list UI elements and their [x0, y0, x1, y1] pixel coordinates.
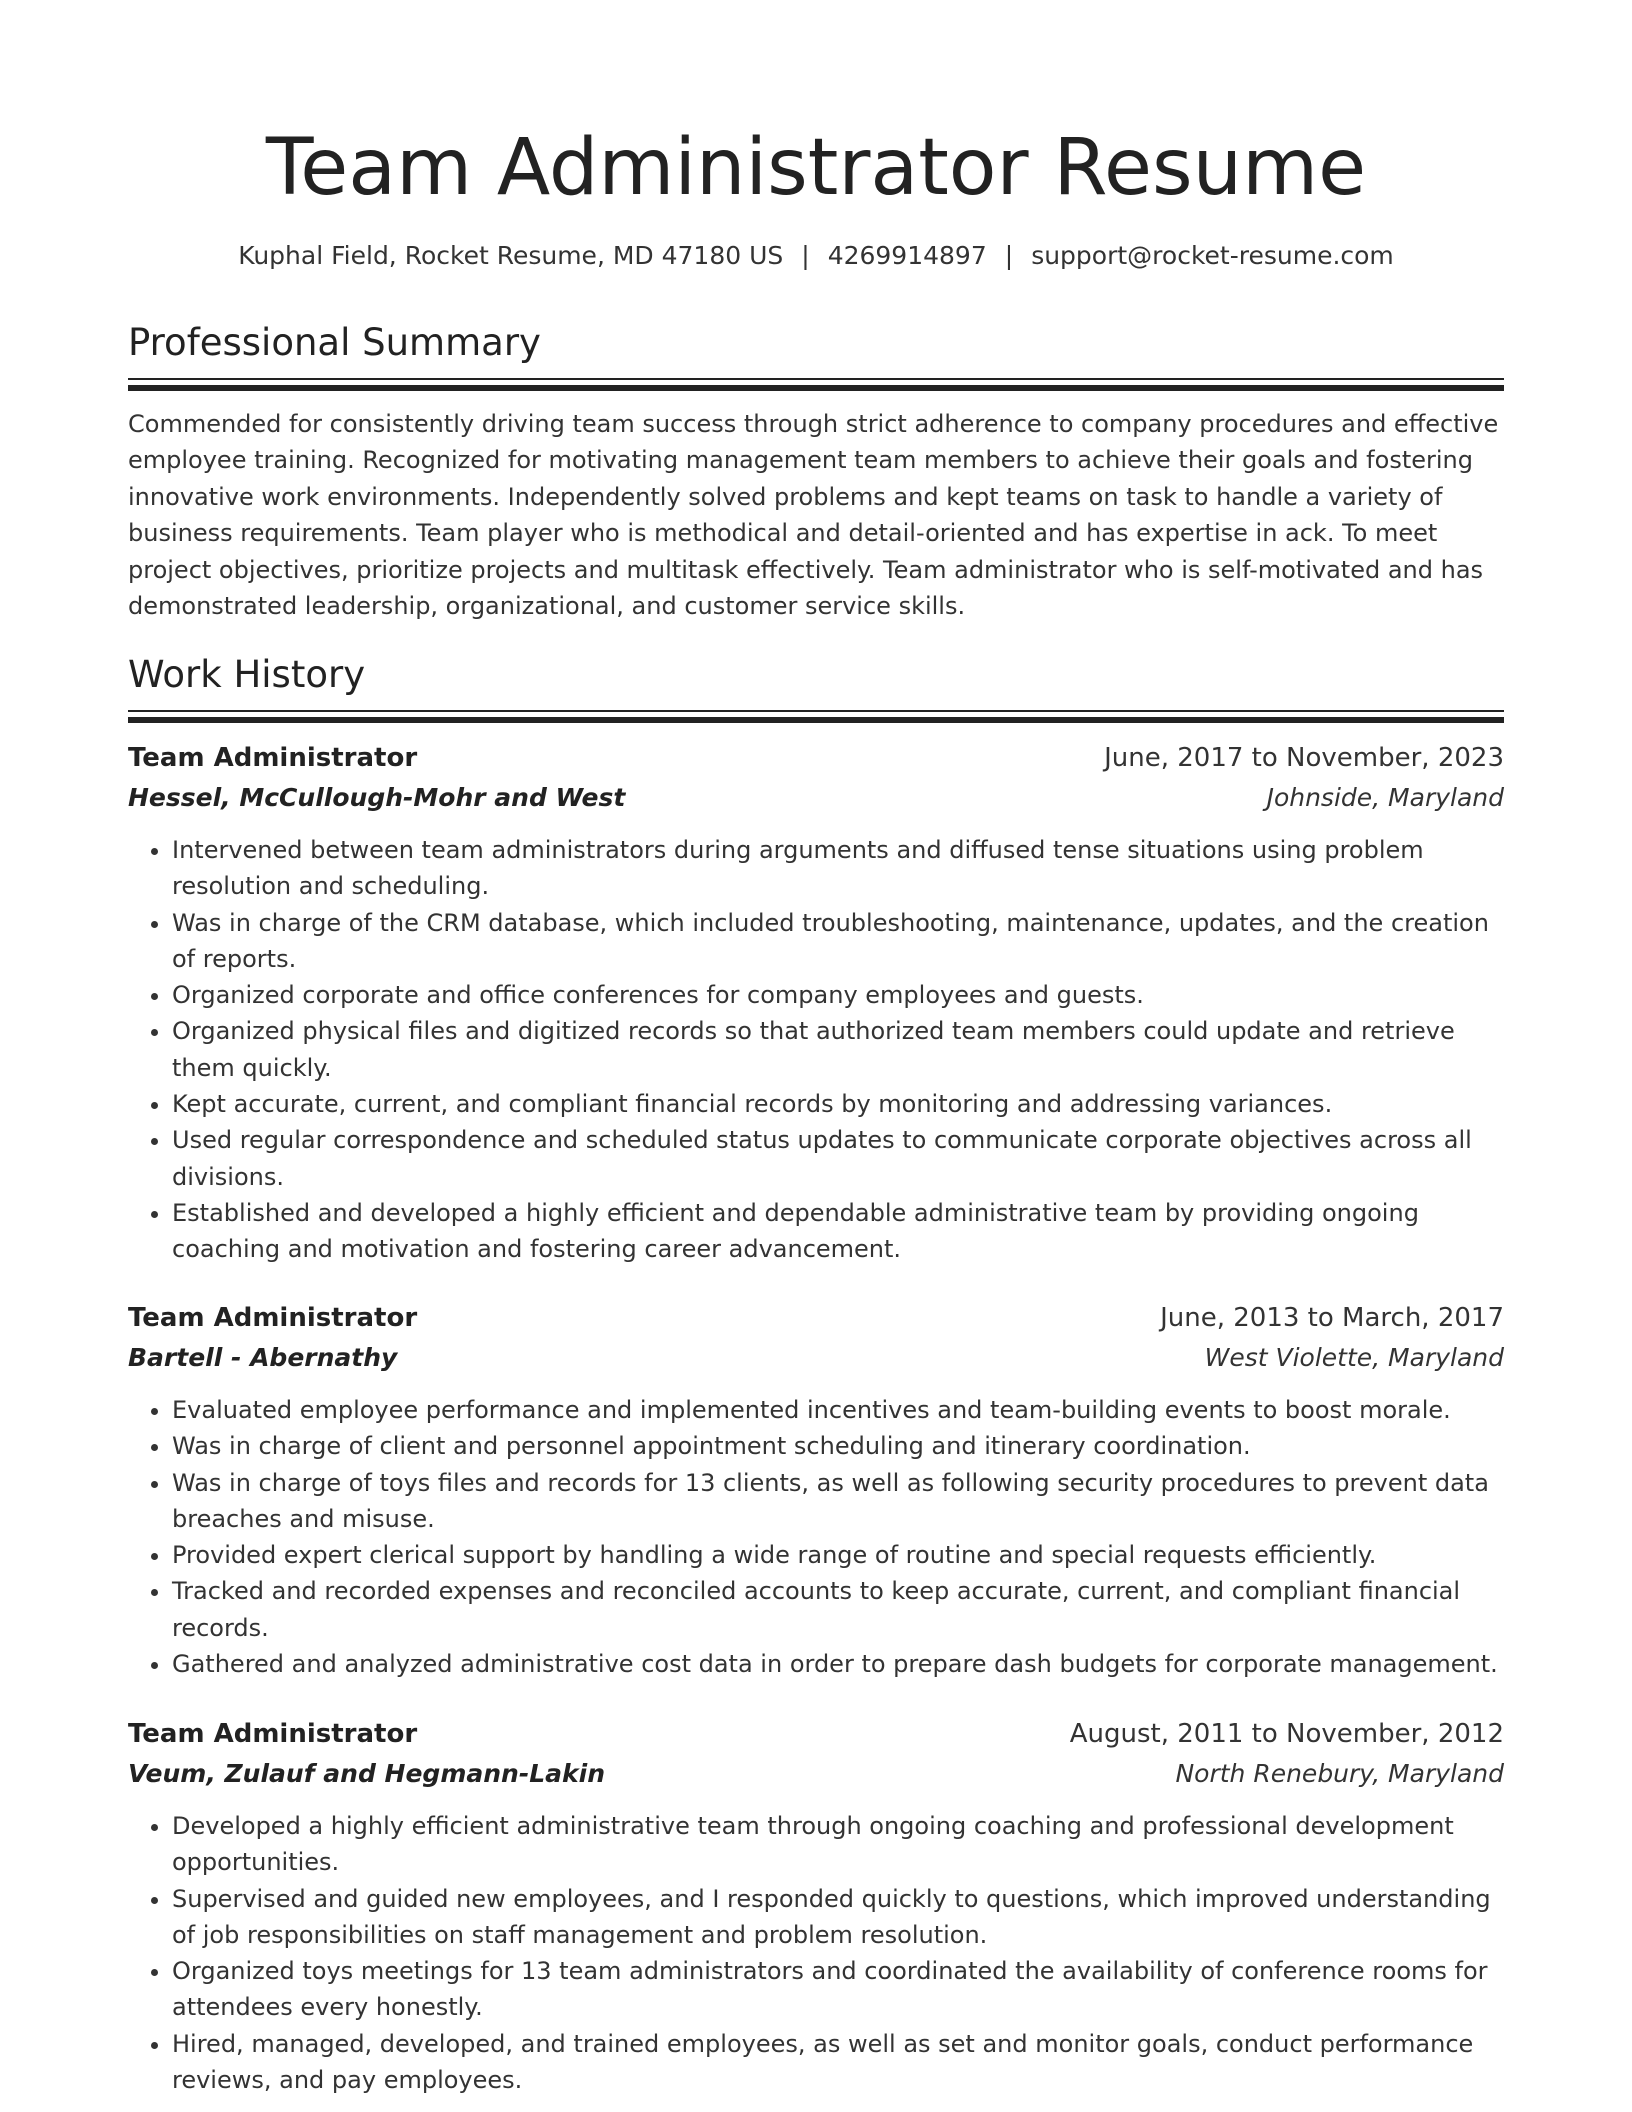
section-divider [128, 710, 1504, 722]
contact-line [128, 238, 1504, 274]
contact-address: Kuphal Field, Rocket Resume, MD 47180 US [238, 241, 784, 270]
job-bullet-list [128, 832, 1504, 1268]
job-company: Hessel, McCullough-Mohr and West [128, 783, 626, 812]
job-bullet: • Intervened between team administrators during arguments and diffused tense situations using problem resolution and scheduling. [172, 832, 1504, 905]
job-company: Veum, Zulauf and Hegmann-Lakin [128, 1759, 606, 1788]
job-title: Team Administrator [128, 1303, 418, 1333]
job-entry [128, 1298, 1504, 1682]
job-bullet: • Organized physical files and digitized records so that authorized team members could update and retrieve them quickly. [172, 1013, 1504, 1086]
job-bullet: • Supervised and guided new employees, and I responded quickly to questions, which improved understanding of job responsibilities on staff management and problem resolution. [172, 1881, 1504, 1954]
job-bullet: • Developed a highly efficient administrative team through ongoing coaching and professional development opportunities. [172, 1808, 1504, 1881]
job-bullet: • Was in charge of client and personnel appointment scheduling and itinerary coordination. [172, 1428, 1504, 1464]
section-heading-summary: Professional Summary [128, 321, 541, 364]
job-company-row [128, 1338, 1504, 1378]
job-bullet: • Gathered and analyzed administrative cost data in order to prepare dash budgets for corporate management. [172, 1646, 1504, 1682]
contact-phone: 4269914897 [827, 241, 987, 270]
job-company: Bartell - Abernathy [128, 1343, 398, 1372]
section-heading-work-history: Work History [128, 653, 366, 696]
job-company-row [128, 778, 1504, 818]
job-dates: June, 2017 to November, 2023 [1104, 743, 1504, 773]
job-bullet: • Evaluated employee performance and implemented incentives and team-building events to boost morale. [172, 1392, 1504, 1428]
summary-text: Commended for consistently driving team success through strict adherence to company procedures and effective employee training. Recognized for motivating management team members to achieve their goals and fostering innovative work environments. Independently solved problems and kept teams on task to handle a variety of business requirements. Team player who is methodical and detail-oriented and has expertise in ack. To meet project objectives, prioritize projects and multitask effectively. Team administrator who is self-motivated and has demonstrated leadership, organizational, and customer service skills. [128, 410, 1499, 621]
contact-email: support@rocket-resume.com [1031, 241, 1394, 270]
job-header-row [128, 1298, 1504, 1338]
job-bullet: • Organized toys meetings for 13 team administrators and coordinated the availability of conference rooms for attendees every honestly. [172, 1953, 1504, 2026]
job-bullet: • Established and developed a highly efficient and dependable administrative team by providing ongoing coaching and motivation and fostering career advancement. [172, 1195, 1504, 1268]
job-dates: June, 2013 to March, 2017 [1160, 1303, 1504, 1333]
job-bullet: • Organized corporate and office conferences for company employees and guests. [172, 977, 1504, 1013]
job-bullet: • Hired, managed, developed, and trained employees, as well as set and monitor goals, conduct performance reviews, and pay employees. [172, 2026, 1504, 2099]
job-location: North Renebury, Maryland [1175, 1759, 1504, 1788]
job-location: West Violette, Maryland [1204, 1343, 1504, 1372]
job-bullet-list [128, 1392, 1504, 1682]
job-title: Team Administrator [128, 1719, 418, 1749]
contact-separator: | [1004, 241, 1014, 270]
job-entry [128, 738, 1504, 1268]
job-bullet: • Tracked and recorded expenses and reconciled accounts to keep accurate, current, and compliant financial records. [172, 1573, 1504, 1646]
job-bullet: • Was in charge of toys files and records for 13 clients, as well as following security procedures to prevent data breaches and misuse. [172, 1465, 1504, 1538]
job-dates: August, 2011 to November, 2012 [1069, 1719, 1504, 1749]
job-bullet: • Provided expert clerical support by handling a wide range of routine and special requests efficiently. [172, 1537, 1504, 1573]
job-bullet-list [128, 1808, 1504, 2098]
job-bullet: • Used regular correspondence and scheduled status updates to communicate corporate objectives across all divisions. [172, 1122, 1504, 1195]
section-divider [128, 378, 1504, 390]
contact-separator: | [801, 241, 810, 270]
job-bullet: • Was in charge of the CRM database, which included troubleshooting, maintenance, updates, and the creation of reports. [172, 905, 1504, 978]
job-header-row [128, 1714, 1504, 1754]
job-location: Johnside, Maryland [1266, 783, 1504, 812]
job-entry [128, 1714, 1504, 2098]
job-bullet: • Kept accurate, current, and compliant financial records by monitoring and addressing variances. [172, 1086, 1504, 1122]
job-title: Team Administrator [128, 743, 418, 773]
job-company-row [128, 1754, 1504, 1794]
job-header-row [128, 738, 1504, 778]
resume-title: Team Administrator Resume [265, 123, 1367, 213]
